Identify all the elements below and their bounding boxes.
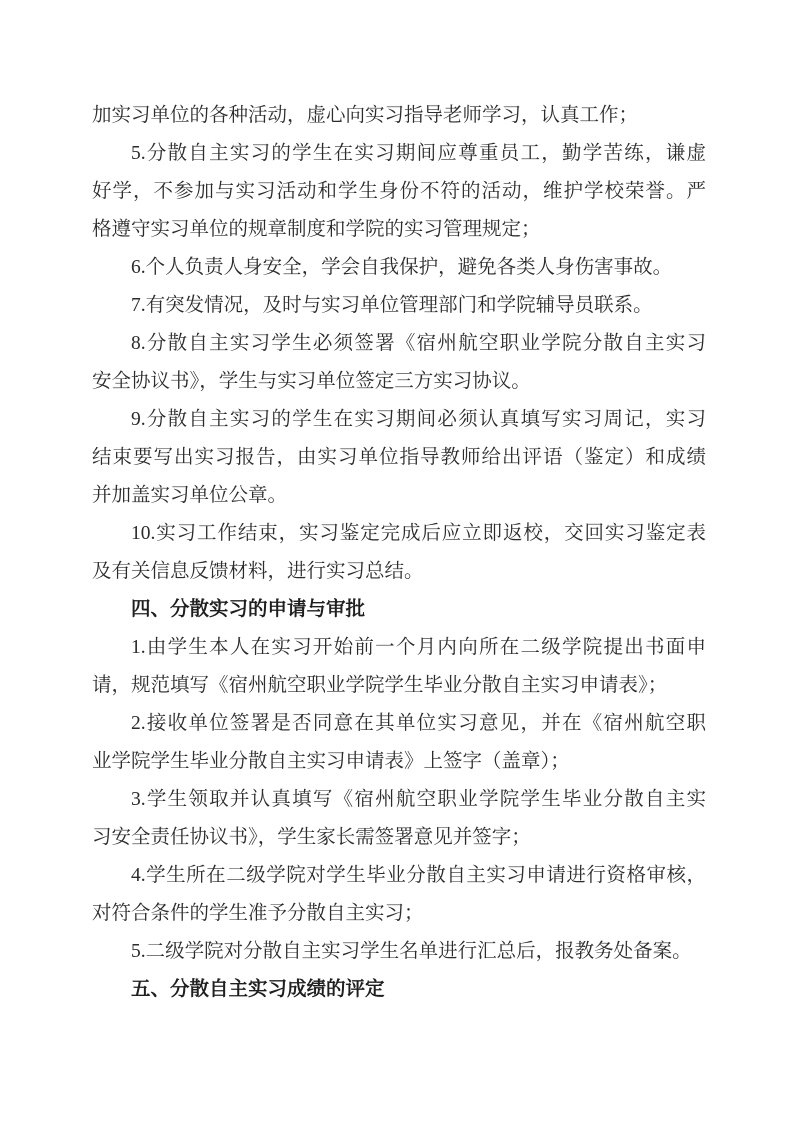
text-line: 格遵守实习单位的规章制度和学院的实习管理规定； [92, 219, 541, 240]
text-line: 3.学生领取并认真填写《宿州航空职业学院学生毕业分散自主实 [131, 789, 706, 810]
text-line: 1.由学生本人在实习开始前一个月内向所在二级学院提出书面申 [131, 637, 706, 658]
text-line: 5.分散自主实习的学生在实习期间应尊重员工，勤学苦练，谦虚 [131, 143, 706, 164]
text-line: 及有关信息反馈材料，进行实习总结。 [92, 561, 424, 582]
text-line: 结束要写出实习报告，由实习单位指导教师给出评语（鉴定）和成绩 [92, 447, 706, 468]
section-heading: 四、分散实习的申请与审批 [131, 599, 366, 620]
text-line: 4.学生所在二级学院对学生毕业分散自主实习申请进行资格审核， [131, 865, 706, 886]
text-line: 7.有突发情况，及时与实习单位管理部门和学院辅导员联系。 [131, 295, 653, 316]
text-line: 2.接收单位签署是否同意在其单位实习意见，并在《宿州航空职 [131, 713, 706, 734]
text-line: 10.实习工作结束，实习鉴定完成后应立即返校，交回实习鉴定表 [131, 523, 706, 544]
text-line: 8.分散自主实习学生必须签署《宿州航空职业学院分散自主实习 [131, 333, 706, 354]
text-line: 9.分散自主实习的学生在实习期间必须认真填写实习周记，实习 [131, 409, 706, 430]
text-line: 并加盖实习单位公章。 [92, 485, 288, 506]
text-line: 安全协议书》，学生与实习单位签定三方实习协议。 [92, 371, 531, 392]
text-line: 业学院学生毕业分散自主实习申请表》上签字（盖章）； [92, 751, 570, 772]
text-line: 习安全责任协议书》，学生家长需签署意见并签字； [92, 827, 531, 848]
text-line: 6.个人负责人身安全，学会自我保护，避免各类人身伤害事故。 [131, 257, 673, 278]
text-line: 加实习单位的各种活动，虚心向实习指导老师学习，认真工作； [92, 105, 639, 126]
section-heading: 五、分散自主实习成绩的评定 [131, 979, 385, 1000]
text-line: 对符合条件的学生准予分散自主实习； [92, 903, 424, 924]
text-line: 请，规范填写《宿州航空职业学院学生毕业分散自主实习申请表》； [92, 675, 668, 696]
document-body [92, 97, 706, 1009]
text-line: 5.二级学院对分散自主实习学生名单进行汇总后，报教务处备案。 [131, 941, 692, 962]
text-line: 好学，不参加与实习活动和学生身份不符的活动，维护学校荣誉。严 [92, 181, 706, 202]
